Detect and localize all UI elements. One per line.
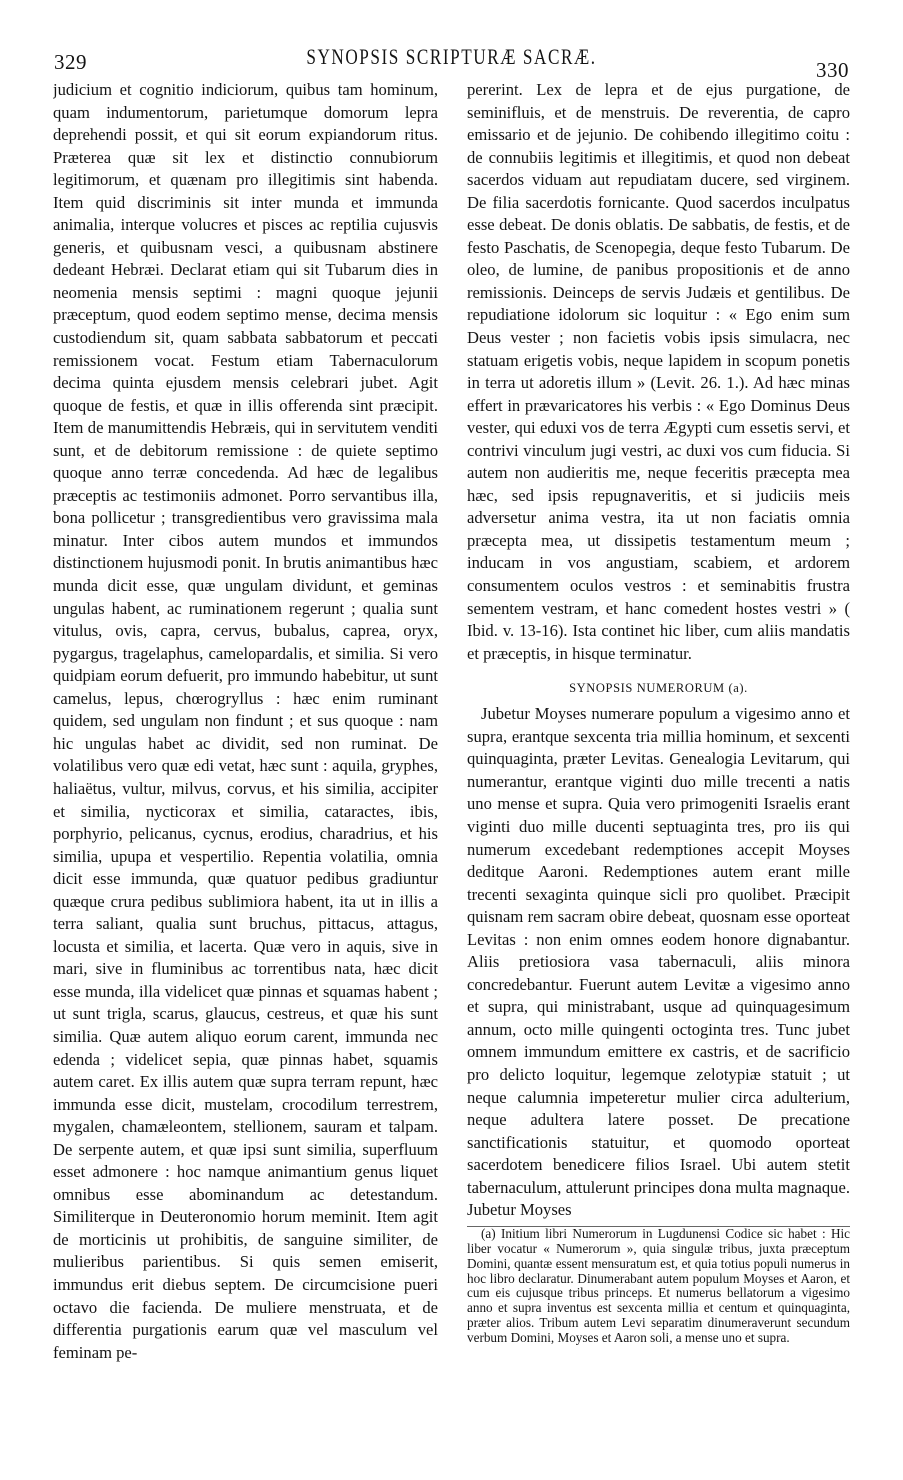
right-page-number: 330 (816, 58, 849, 82)
right-column-text: pererint. Lex de lepra et de ejus purgatione, de seminifluis, et de menstruis. De reverentia, de capro emissario et de jejunio. De cohibendo illegitimo coitu : de connubiis legitimis et illegitimis, et quod non debeat sacerdos viduam aut repudiatam ducere, sed virginem. De filia sacerdotis fornicante. Quod sacerdos inculpatus esse debeat. De donis oblatis. De sabbatis, de festis, et de festo Paschatis, de Scenopegia, deque festo Tubarum. De oleo, de lumine, de panibus propositionis et de anno remissionis. Deinceps de servis Judæis et gentilibus. De repudiatione idolorum sic loquitur : « Ego enim sum Deus vester ; non facietis vobis ipsis simulacra, nec statuam erigetis vobis, neque lapidem in scopum ponetis in terra ut adoretis illum » (Levit. 26. 1.). Ad hæc minas effert in prævaricatores his verbis : « Ego Dominus Deus vester, qui eduxi vos de terra Ægypti cum essetis servi, et contrivi vinculum jugi vestri, ac duxi vos cum fiducia. Si autem non audieritis me, neque feceritis præcepta mea hæc, sed ipsis repugnaveritis, et si judiciis meis adversetur anima vestra, ita ut non faciatis omnia præcepta mea, ut dissipetis testamentum meum ; inducam in vos angustiam, scabiem, et ardorem consumentem oculos vestros : et seminabitis frustra sementem vestram, et hanc comedent hostes vestri » ( Ibid. v. 13-16). Ista continet hic liber, cum aliis mandatis et præceptis, in hisque terminatur. (467, 80, 850, 663)
left-page-number: 329 (54, 50, 87, 74)
right-column (467, 79, 850, 1470)
running-header (40, 40, 863, 80)
left-column (53, 79, 438, 1470)
running-title: SYNOPSIS SCRIPTURÆ SACRÆ. (306, 44, 597, 69)
left-column-text: judicium et cognitio indiciorum, quibus tam hominum, quam indumentorum, parietumque domorum lepra deprehendi possit, et qui sit eorum expiandorum ritus. Præterea quæ sit lex et distinctio connubiorum legitimorum, et quænam pro illegitimis sint habenda. Item quid discriminis sit inter munda et immunda animalia, interque volucres et pisces ac reptilia cujusvis generis, et quibusnam vesci, a quibusnam abstinere dedeant Hebræi. Declarat etiam qui sit Tubarum dies in neomenia mensis septimi : magni quoque jejunii præceptum, quod eodem septimo mense, decima mensis custodiendum sit, quam sabbata sabbatorum et peccati remissionem vocat. Festum etiam Tabernaculorum decima quinta ejusdem mensis celebrari jubet. Agit quoque de festis, et quæ in illis offerenda sint præcipit. Item de manumittendis Hebræis, qui in servitutem venditi sunt, et de debitorum remissione : de quiete septimo quoque anno terræ concedenda. Ad hæc de legalibus præceptis ac testimoniis admonet. Porro servantibus illa, bona pollicetur ; transgredientibus vero gravissima mala minatur. Inter cibos autem mundos et immundos distinctionem hujusmodi ponit. In brutis animantibus hæc munda dicit esse, quæ ungulam dividunt, et geminas ungulas habent, ac ruminationem regerunt ; qualia sunt vitulus, ovis, capra, cervus, bubalus, caprea, oryx, pygargus, tragelaphus, camelopardalis, et similia. Si vero quidpiam eorum defuerit, pro immundo habebitur, ut sunt camelus, lepus, chœrogryllus : hæc enim ruminant quidem, sed ungulam non findunt ; et sus quoque : nam hic ungulas habet ac dividit, sed non ruminat. De volatilibus vero quæ edi vetat, hæc sunt : aquila, gryphes, haliaëtus, vultur, milvus, corvus, et his similia, accipiter et similia, nycticorax et similia, cataractes, ibis, porphyrio, pelicanus, cycnus, erodius, charadrius, et his similia, upupa et vespertilio. Repentia volatilia, omnia dicit esse immunda, quæ quatuor pedibus gradiuntur quæque crura pedibus sublimiora habent, ita ut in illis a terra saliant, qualia sunt bruchus, pittacus, attagus, locusta et similia, et lacerta. Quæ vero in aquis, sive in mari, sive in fluminibus ac torrentibus nata, hæc dicit esse munda, illa videlicet quæ pinnas et squamas habent ; ut sunt trigla, scarus, glaucus, cestreus, et quæ his sunt similia. Quæ autem aliquo eorum carent, immunda nec edenda ; videlicet sepia, quæ pinnas habet, squamis autem caret. Ex illis autem quæ supra terram repunt, hæc immunda esse dicit, mustelam, crocodilum terrestrem, mygalen, chamæleontem, stellionem, sauram et talpam. De serpente autem, et quæ ipsi sunt similia, superfluum esset admonere : hoc namque animantium genus liquet omnibus esse abominandum ac detestandum. Similiterque in Deuteronomio horum meminit. Item agit de morticinis ut prohibitis, de sanguine similiter, de mulieribus parientibus. Si quis semen emiserit, immundus erit diebus septem. De circumcisione pueri octavo die facienda. De muliere menstruata, et de differentia purgationis earum quæ vel masculum vel feminam pe- (53, 80, 438, 1362)
footnote: (a) Initium libri Numerorum in Lugdunensi Codice sic habet : Hic liber vocatur « Numerorum », quia singulæ tribus, juxta præceptum Domini, quantæ essent mensuratum est, et quia totius populi numerus in hoc libro declaratur. Dinumerabant autem populum Moyses et Aaron, et cum eis cujusque tribus princeps. Et numerus bellatorum a vigesimo anno et supra inventus est sexcenta millia et centum et quinquaginta, præter alios. Tribum autem Levi separatim dinumeraverunt secundum verbum Domini, Moyses et Aaron soli, a mense uno et supra. (467, 1225, 850, 1346)
section-body-text: Jubetur Moyses numerare populum a vigesimo anno et supra, erantque sexcenta tria millia hominum, et sexcenti quinquaginta, præter Levitas. Genealogia Levitarum, qui numerantur, erantque viginti duo mille trecenti a natis uno mense et supra. Quia vero primogeniti Israelis erant viginti duo mille ducenti septuaginta tres, pro iis qui numerum excedebant redemptiones accepit Moyses deditque Aaroni. Redemptiones autem erant mille trecenti sexaginta quinque sicli pro quolibet. Præcipit quisnam rem sacram obire debeat, quosnam esse oporteat Levitas : non enim omnes eodem honore dignabantur. Aliis pretiosiora vasa tabernaculi, aliis minora concredebantur. Fuerunt autem Levitæ a vigesimo anno et supra, qui ministrabant, usque ad quinquagesimum annum, octo mille quingenti octoginta tres. Tunc jubet omnem immundum emittere ex castris, et de sacrificio pro delicto loquitur, legemque zelotypiæ statuit ; ut neque calumnia impeteretur mulier circa adulterium, neque adultera latere posset. De precatione sanctificationis statuitur, et quomodo oporteat sacerdotem benedicere filios Israel. Ubi autem stetit tabernaculum, attulerunt principes dona multa magnaque. Jubetur Moyses (467, 704, 850, 1220)
section-heading: SYNOPSIS NUMERORUM (a). (569, 681, 748, 696)
